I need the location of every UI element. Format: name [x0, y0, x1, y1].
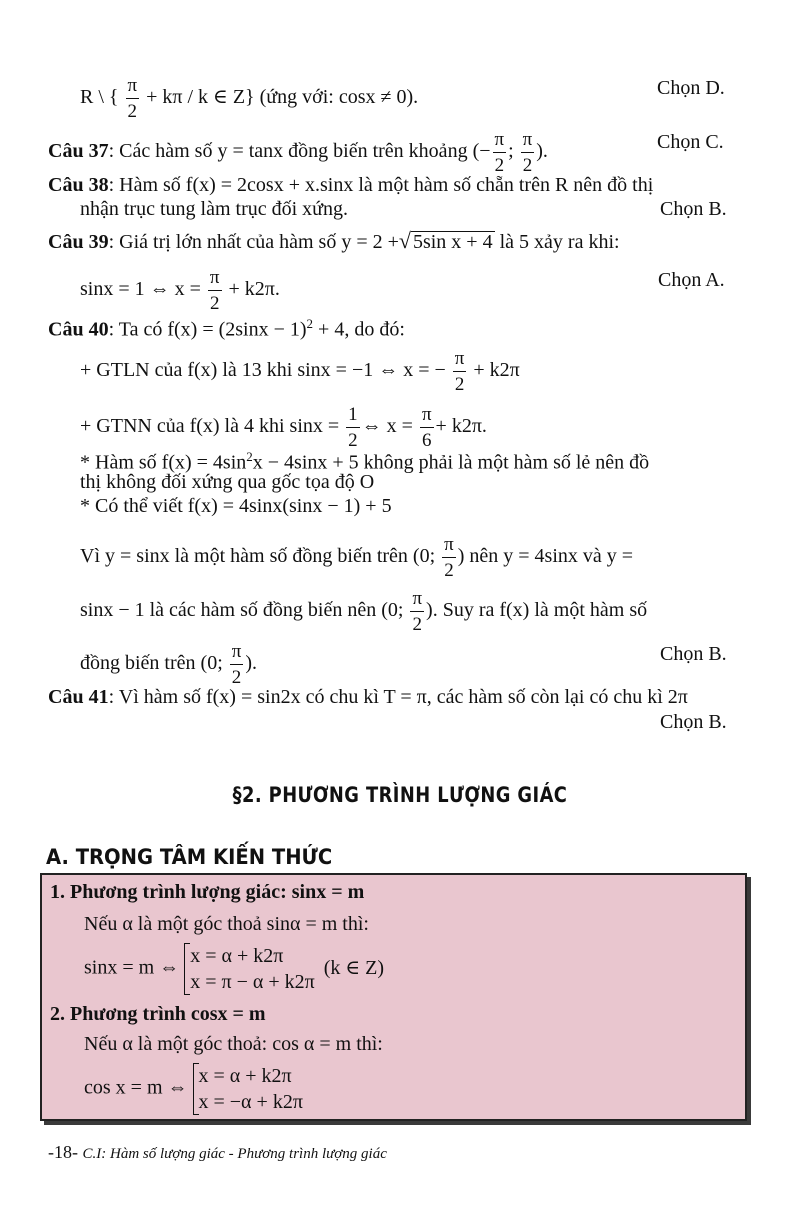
cau-40-sin: sinx − 1 là các hàm số đồng biến nên (0; $\frac{\pi}{2}$ ). Suy ra f(x) là một hàm số — [80, 588, 648, 635]
cau-40-star1-cont: thị không đối xứng qua gốc tọa độ O — [80, 471, 375, 493]
sqrt-expression: 5sin x + 4 — [412, 231, 493, 253]
fraction: $\frac{\pi}{2}$ — [127, 75, 138, 122]
equation-system: x = α + k2π x = π − α + k2π — [184, 943, 315, 995]
choice-b-41: Chọn B. — [660, 711, 727, 733]
cau-37: Câu 37: Các hàm số y = tanx đồng biến trên khoảng (− $\frac{\pi}{2}$ ; $\frac{\pi}{2}$ ). — [48, 129, 548, 176]
p2-desc: Nếu α là một góc thoả: cos α = m thì: — [84, 1033, 383, 1055]
cau-40-gtnn: + GTNN của f(x) là 4 khi sinx = $\frac{1}{2}$ ⇔ x = $\frac{\pi}{6}$ + k2π. — [80, 404, 487, 451]
p2-formula: cos x = m ⇔ x = α + k2π x = −α + k2π — [84, 1065, 303, 1113]
cau-39: Câu 39: Giá trị lớn nhất của hàm số y = 2 +√ 5sin x + 4 là 5 xảy ra khi: — [48, 228, 620, 253]
section-a-title: A. TRỌNG TÂM KIẾN THỨC — [46, 845, 333, 869]
line-domain — [80, 76, 418, 121]
page-number: -18- — [48, 1142, 78, 1162]
p2-title: 2. Phương trình cosx = m — [50, 1003, 266, 1025]
cau-40-vi: Vì y = sinx là một hàm số đồng biến trên (0; $\frac{\pi}{2}$ ) nên y = 4sinx và y = — [80, 534, 634, 581]
cau-40: Câu 40: Ta có $f(x) = (2\sin x - 1)^2 + 4$, do đó: — [48, 316, 405, 341]
cau-38: Câu 38: Hàm số f(x) = 2cosx + x.sinx là một hàm số chẵn trên R nên đồ thị — [48, 174, 654, 196]
p1-title: 1. Phương trình lượng giác: sinx = m — [50, 881, 365, 903]
choice-d: Chọn D. — [657, 77, 725, 99]
cau-40-db: đồng biến trên (0; $\frac{\pi}{2}$ ). — [80, 641, 258, 688]
question-label: Câu 40 — [48, 318, 109, 341]
cau-40-star1: * Hàm số $f(x) = 4\sin^2x - 4\sin x + 5$ không phải là một hàm số lẻ nên đồ — [80, 449, 650, 474]
p1-desc: Nếu α là một góc thoả sinα = m thì: — [84, 913, 369, 935]
choice-a: Chọn A. — [658, 269, 725, 291]
chapter-title: C.I: Hàm số lượng giác - Phương trình lượng giác — [82, 1146, 387, 1162]
p1-formula: sinx = m ⇔ x = α + k2π x = π − α + k2π (k ∈ Z) — [84, 945, 385, 993]
text: + kπ / k ∈ Z} (ứng với: cosx ≠ 0). — [146, 86, 419, 109]
cau-40-star2: * Có thể viết f(x) = 4sinx(sinx − 1) + 5 — [80, 495, 392, 517]
cau-40-gtln: + GTLN của f(x) là 13 khi sinx = −1 ⇔ x = − $\frac{\pi}{2}$ + k2π — [80, 348, 520, 395]
question-label: Câu 39 — [48, 231, 109, 253]
cau-38-cont: nhận trục tung làm trục đối xứng. — [80, 198, 349, 220]
cau-41: Câu 41: Vì hàm số f(x) = sin2x có chu kì T = π, các hàm số còn lại có chu kì 2π — [48, 686, 688, 708]
text: R \ { — [80, 86, 119, 109]
choice-c: Chọn C. — [657, 131, 724, 153]
page-footer — [48, 1142, 387, 1163]
choice-b-40: Chọn B. — [660, 643, 727, 665]
question-label: Câu 41 — [48, 686, 109, 708]
question-label: Câu 38 — [48, 174, 109, 196]
knowledge-box — [40, 873, 747, 1121]
choice-b-38: Chọn B. — [660, 198, 727, 220]
question-label: Câu 37 — [48, 140, 109, 163]
equation-system: x = α + k2π x = −α + k2π — [193, 1063, 303, 1115]
section-heading: §2. PHƯƠNG TRÌNH LƯỢNG GIÁC — [232, 783, 568, 807]
cau-39-line2: sinx = 1 ⇔ x = $\frac{\pi}{2}$ + k2π. — [80, 267, 280, 314]
